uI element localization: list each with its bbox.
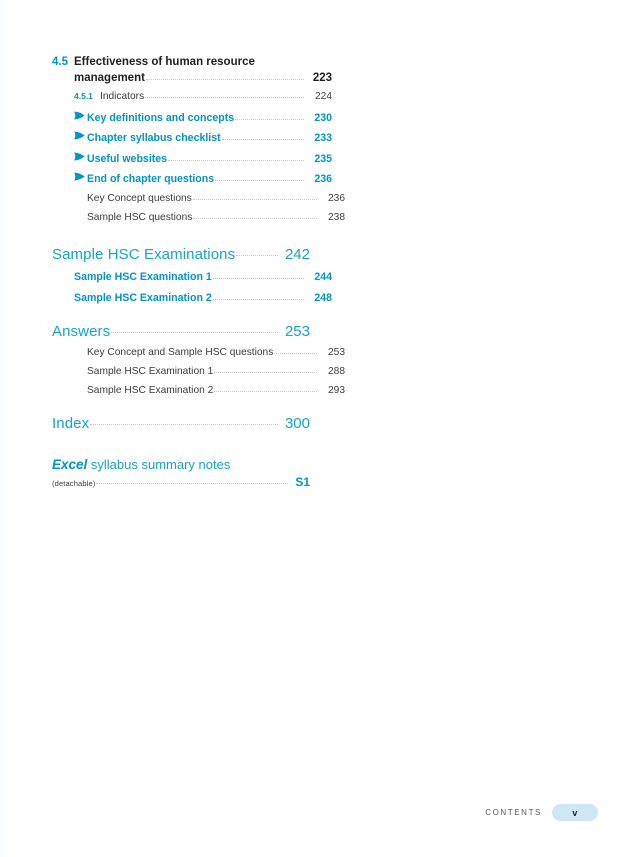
chapter-title-line-2 [52,71,332,86]
leader-dots [214,390,317,392]
section-spacer [52,223,310,247]
toc-entry-answers-key-concept[interactable] [52,348,345,358]
leader-dots [96,482,288,484]
toc-entry-chapter-4-5[interactable] [52,55,332,85]
teal-sub-entry-page-number: 248 [314,292,332,305]
subsection-page-number: 224 [315,91,332,103]
section-heading-label: Sample HSC Examinations [52,246,236,264]
arrow-bullet-icon [74,131,87,140]
toc-entry-sample-hsc-examination-1[interactable] [52,272,332,283]
excel-title-rest: syllabus summary notes [87,457,231,473]
toc-entry-answers-exam-1[interactable] [52,367,345,377]
arrow-bullet-icon [74,111,87,120]
chapter-page-number: 223 [312,71,332,84]
plain-entry-label: Key Concept questions [87,193,192,205]
teal-sub-entry-label: Sample HSC Examination 1 [74,271,212,284]
leader-dots [215,179,304,181]
arrow-entry-label: End of chapter questions [87,173,215,186]
arrow-bullet-icon [74,172,87,181]
leader-dots [274,352,317,354]
section-spacer [52,304,310,324]
section-page-number: 242 [284,246,310,264]
section-page-number: 300 [284,415,310,433]
toc-section-excel-syllabus-notes[interactable] [52,457,310,488]
leader-dots [111,331,278,333]
plain-entry-page-number: 293 [328,385,345,397]
plain-entry-page-number: 288 [328,365,345,377]
plain-entry-label: Sample HSC questions [87,212,193,224]
plain-entry-label: Key Concept and Sample HSC questions [87,346,274,358]
leader-dots [146,78,304,80]
page-edge-shadow [0,0,7,857]
toc-entry-sample-hsc-questions[interactable] [52,213,345,223]
arrow-bullet-icon [74,152,87,161]
arrow-entry-label: Key definitions and concepts [87,111,235,124]
leader-dots [213,277,304,279]
toc-entry-chapter-syllabus-checklist[interactable] [52,132,332,144]
toc-entry-useful-websites[interactable] [52,153,332,165]
footer-section-label: CONTENTS [485,808,542,817]
excel-detachable-row[interactable] [52,476,310,488]
leader-dots [90,423,278,425]
teal-sub-entry-page-number: 244 [314,271,332,284]
leader-dots [214,371,317,373]
chapter-title-part-1: Effectiveness of human resource [74,56,255,68]
leader-dots [145,96,304,98]
excel-brand-word: Excel [52,457,88,473]
chapter-number: 4.5 [52,56,68,68]
plain-entry-page-number: 253 [328,346,345,358]
subsection-number: 4.5.1 [74,91,93,102]
arrow-entry-label: Chapter syllabus checklist [87,132,221,145]
toc-section-sample-hsc-examinations[interactable] [52,247,310,262]
toc-entry-key-definitions[interactable] [52,112,332,124]
arrow-entry-page-number: 233 [314,132,332,145]
section-page-number: 253 [284,322,310,340]
plain-entry-page-number: 236 [328,193,345,205]
plain-entry-label: Sample HSC Examination 1 [87,365,214,377]
arrow-entry-page-number: 236 [314,173,332,186]
folio-number: v [572,807,578,818]
plain-entry-label: Sample HSC Examination 2 [87,385,214,397]
arrow-entry-page-number: 235 [314,152,332,165]
plain-entry-page-number: 238 [328,212,345,224]
table-of-contents [52,55,345,490]
section-heading-label: Answers [52,322,111,340]
toc-entry-sample-hsc-examination-2[interactable] [52,293,332,304]
page-footer [485,804,598,821]
section-heading-label: Index [52,415,90,433]
leader-dots [222,138,304,140]
toc-entry-answers-exam-2[interactable] [52,386,345,396]
leader-dots [168,159,304,161]
leader-dots [193,217,317,219]
excel-page-number: S1 [295,475,310,490]
chapter-title-line-1 [52,55,310,71]
toc-section-answers[interactable] [52,324,310,339]
excel-notes-title [52,457,310,473]
detachable-label: (detachable) [52,479,96,489]
leader-dots [235,118,304,120]
leader-dots [236,254,278,256]
toc-entry-end-of-chapter-questions[interactable] [52,173,332,185]
toc-entry-4-5-1[interactable] [52,92,332,102]
subsection-label: Indicators [100,91,145,103]
arrow-entry-page-number: 230 [314,111,332,124]
chapter-title-part-2: management [74,71,145,84]
leader-dots [193,198,317,200]
toc-entry-key-concept-questions[interactable] [52,194,345,204]
section-spacer [52,396,310,416]
toc-section-index[interactable] [52,416,310,431]
leader-dots [213,298,304,300]
teal-sub-entry-label: Sample HSC Examination 2 [74,292,212,305]
arrow-entry-label: Useful websites [87,152,168,165]
folio-badge [552,804,598,821]
